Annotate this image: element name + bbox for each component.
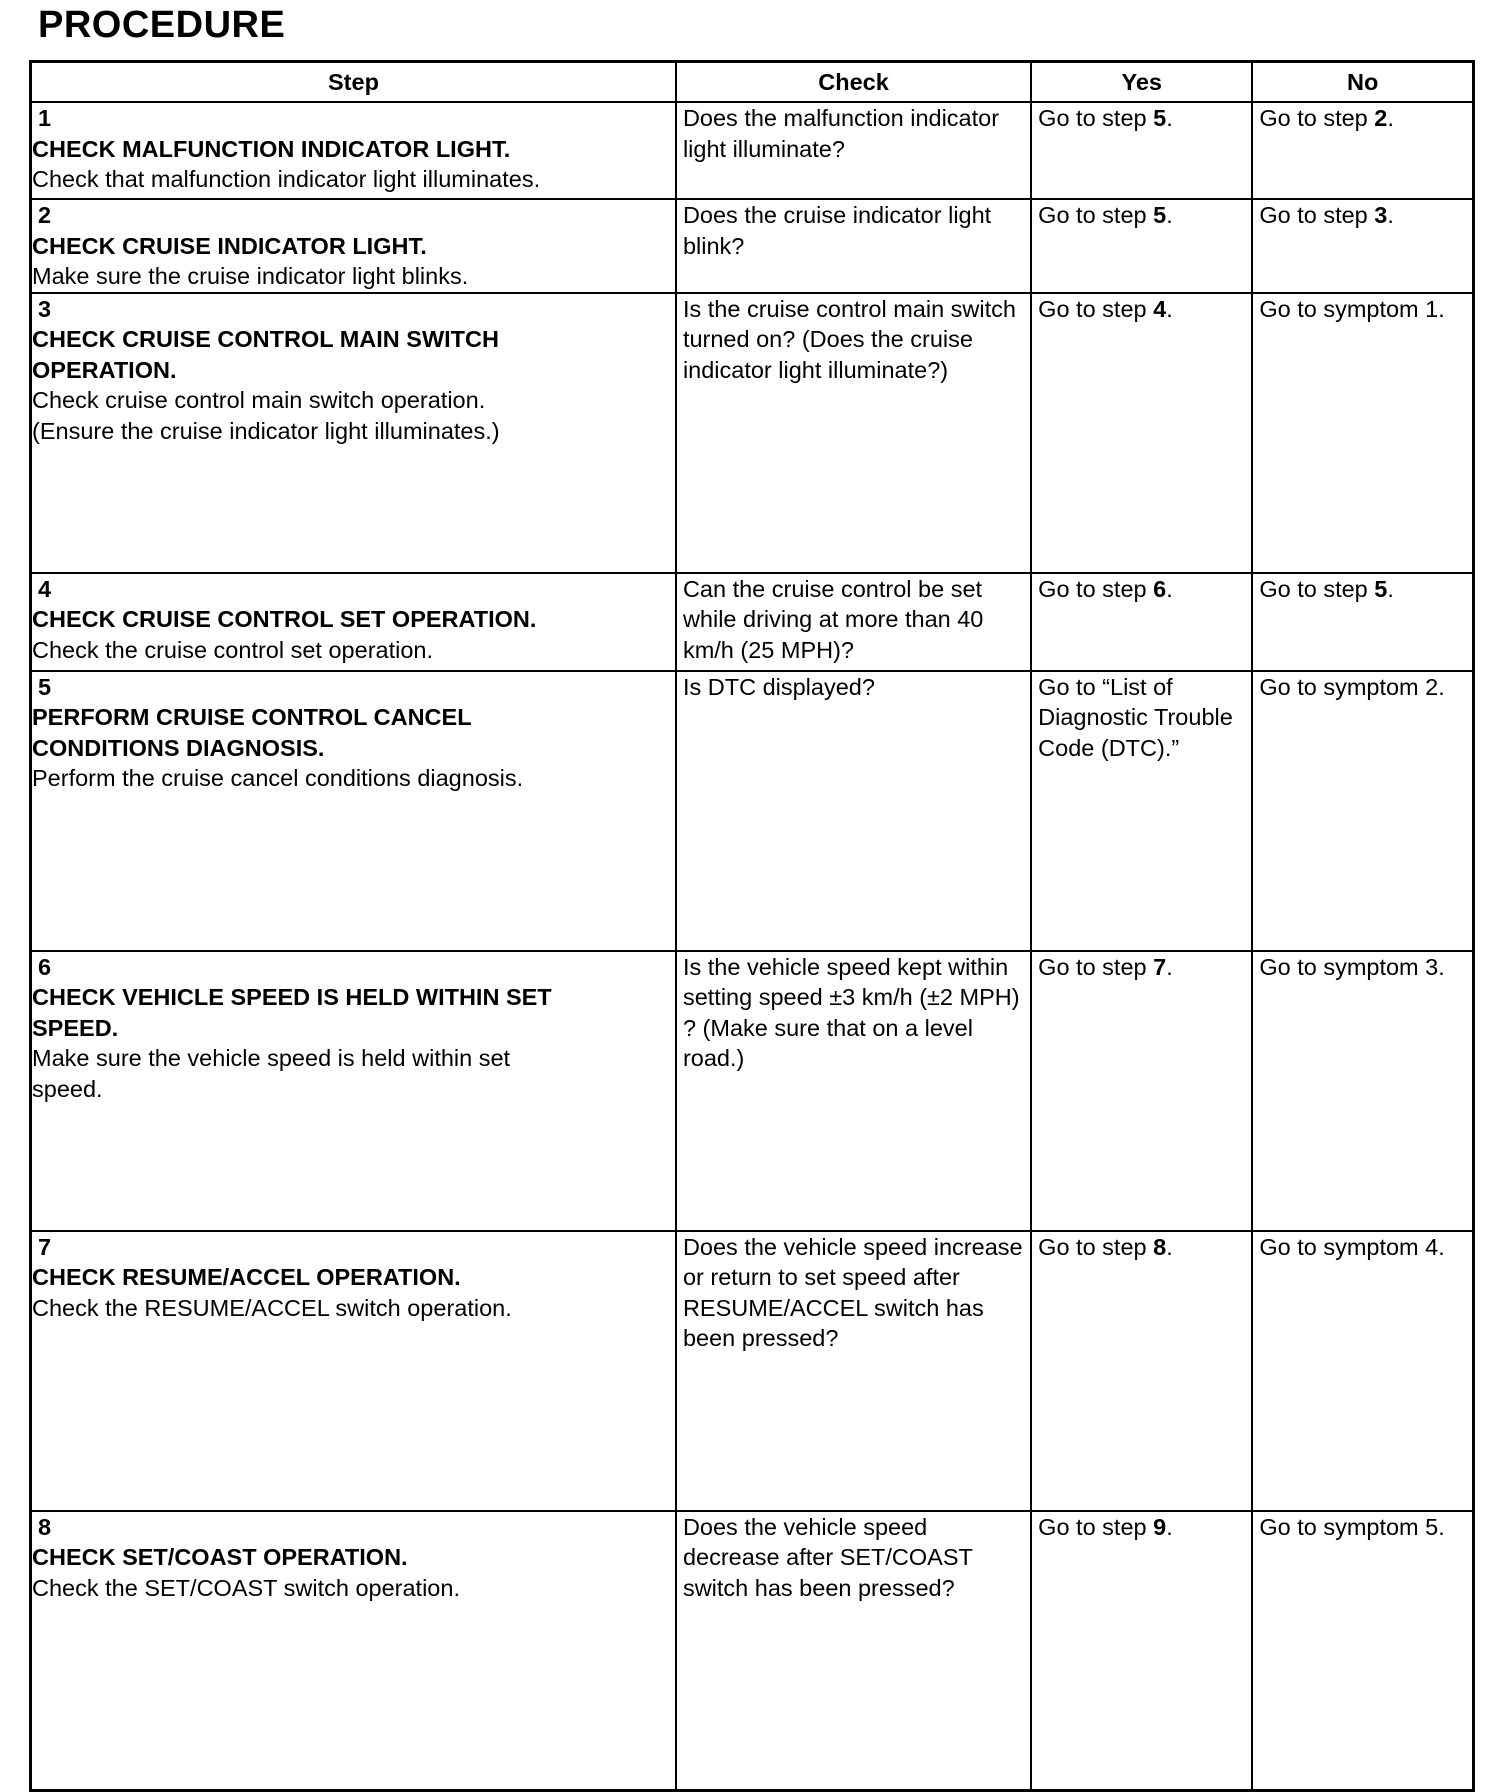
step-number: 6 bbox=[38, 953, 52, 980]
table-row bbox=[31, 671, 1474, 951]
step-heading: CHECK MALFUNCTION INDICATOR LIGHT. bbox=[32, 135, 511, 162]
no-cell: Go to step 3. bbox=[1252, 199, 1473, 293]
step-description: Perform the cruise cancel conditions diagnosis. bbox=[32, 765, 524, 791]
step-heading: CHECK SET/COAST OPERATION. bbox=[32, 1544, 408, 1570]
step-heading: CHECK VEHICLE SPEED IS HELD WITHIN SET SPEED. bbox=[32, 984, 552, 1041]
check-cell: Does the vehicle speed decrease after SET/COAST switch has been pressed? bbox=[676, 1511, 1031, 1791]
step-cell bbox=[31, 102, 676, 199]
step-cell bbox=[31, 671, 676, 951]
step-heading: CHECK CRUISE INDICATOR LIGHT. bbox=[32, 232, 427, 259]
table-row bbox=[31, 199, 1474, 293]
step-heading: CHECK RESUME/ACCEL OPERATION. bbox=[32, 1264, 461, 1290]
column-header-check: Check bbox=[676, 62, 1031, 103]
step-number: 4 bbox=[38, 575, 52, 602]
step-cell bbox=[31, 293, 676, 573]
table-row bbox=[31, 1231, 1474, 1511]
check-cell: Is the cruise control main switch turned on? (Does the cruise indicator light illuminate?) bbox=[676, 293, 1031, 573]
no-cell: Go to step 2. bbox=[1252, 102, 1473, 199]
step-number: 3 bbox=[38, 295, 52, 322]
header-row bbox=[31, 62, 1474, 103]
no-cell: Go to symptom 2. bbox=[1252, 671, 1473, 951]
page-title: PROCEDURE bbox=[38, 4, 286, 46]
yes-cell: Go to step 9. bbox=[1031, 1511, 1252, 1791]
step-cell bbox=[31, 1511, 676, 1791]
column-header-no: No bbox=[1252, 62, 1473, 103]
check-cell: Does the cruise indicator light blink? bbox=[676, 199, 1031, 293]
table-row bbox=[31, 573, 1474, 671]
step-number: 2 bbox=[38, 202, 52, 228]
table-row bbox=[31, 1511, 1474, 1791]
table-row bbox=[31, 293, 1474, 573]
step-description: Check cruise control main switch operation. (Ensure the cruise indicator light illuminates.) bbox=[32, 387, 500, 444]
step-description: Check the RESUME/ACCEL switch operation. bbox=[32, 1294, 512, 1321]
yes-cell: Go to step 7. bbox=[1031, 951, 1252, 1231]
step-description: Check that malfunction indicator light illuminates. bbox=[32, 166, 541, 192]
yes-cell: Go to step 5. bbox=[1031, 102, 1252, 199]
column-header-yes: Yes bbox=[1031, 62, 1252, 103]
step-heading: CHECK CRUISE CONTROL SET OPERATION. bbox=[32, 606, 537, 632]
step-description: Check the cruise control set operation. bbox=[32, 636, 434, 663]
step-cell bbox=[31, 1231, 676, 1511]
step-heading: PERFORM CRUISE CONTROL CANCEL CONDITIONS DIAGNOSIS. bbox=[32, 704, 472, 761]
check-cell: Is the vehicle speed kept within setting speed ±3 km/h (±2 MPH) ? (Make sure that on a level road.) bbox=[676, 951, 1031, 1231]
yes-cell: Go to step 6. bbox=[1031, 573, 1252, 671]
table-row bbox=[31, 102, 1474, 199]
step-number: 5 bbox=[38, 673, 52, 700]
no-cell: Go to step 5. bbox=[1252, 573, 1473, 671]
check-cell: Is DTC displayed? bbox=[676, 671, 1031, 951]
step-cell bbox=[31, 951, 676, 1231]
check-cell: Does the malfunction indicator light illuminate? bbox=[676, 102, 1031, 199]
step-number: 1 bbox=[38, 105, 52, 131]
step-heading: CHECK CRUISE CONTROL MAIN SWITCH OPERATION. bbox=[32, 326, 499, 383]
step-number: 8 bbox=[38, 1513, 52, 1540]
step-description: Make sure the vehicle speed is held within set speed. bbox=[32, 1045, 511, 1102]
yes-cell: Go to step 4. bbox=[1031, 293, 1252, 573]
yes-cell: Go to step 5. bbox=[1031, 199, 1252, 293]
step-cell bbox=[31, 199, 676, 293]
no-cell: Go to symptom 1. bbox=[1252, 293, 1473, 573]
no-cell: Go to symptom 5. bbox=[1252, 1511, 1473, 1791]
step-number: 7 bbox=[38, 1233, 52, 1260]
procedure-table bbox=[29, 60, 1475, 1792]
step-description: Make sure the cruise indicator light blinks. bbox=[32, 263, 469, 289]
no-cell: Go to symptom 4. bbox=[1252, 1231, 1473, 1511]
yes-cell: Go to step 8. bbox=[1031, 1231, 1252, 1511]
no-cell: Go to symptom 3. bbox=[1252, 951, 1473, 1231]
column-header-step: Step bbox=[31, 62, 676, 103]
step-description: Check the SET/COAST switch operation. bbox=[32, 1574, 460, 1601]
table-row bbox=[31, 951, 1474, 1231]
check-cell: Does the vehicle speed increase or return to set speed after RESUME/ACCEL switch has been pressed? bbox=[676, 1231, 1031, 1511]
check-cell: Can the cruise control be set while driving at more than 40 km/h (25 MPH)? bbox=[676, 573, 1031, 671]
step-cell bbox=[31, 573, 676, 671]
yes-cell: Go to “List of Diagnostic Trouble Code (DTC).” bbox=[1031, 671, 1252, 951]
